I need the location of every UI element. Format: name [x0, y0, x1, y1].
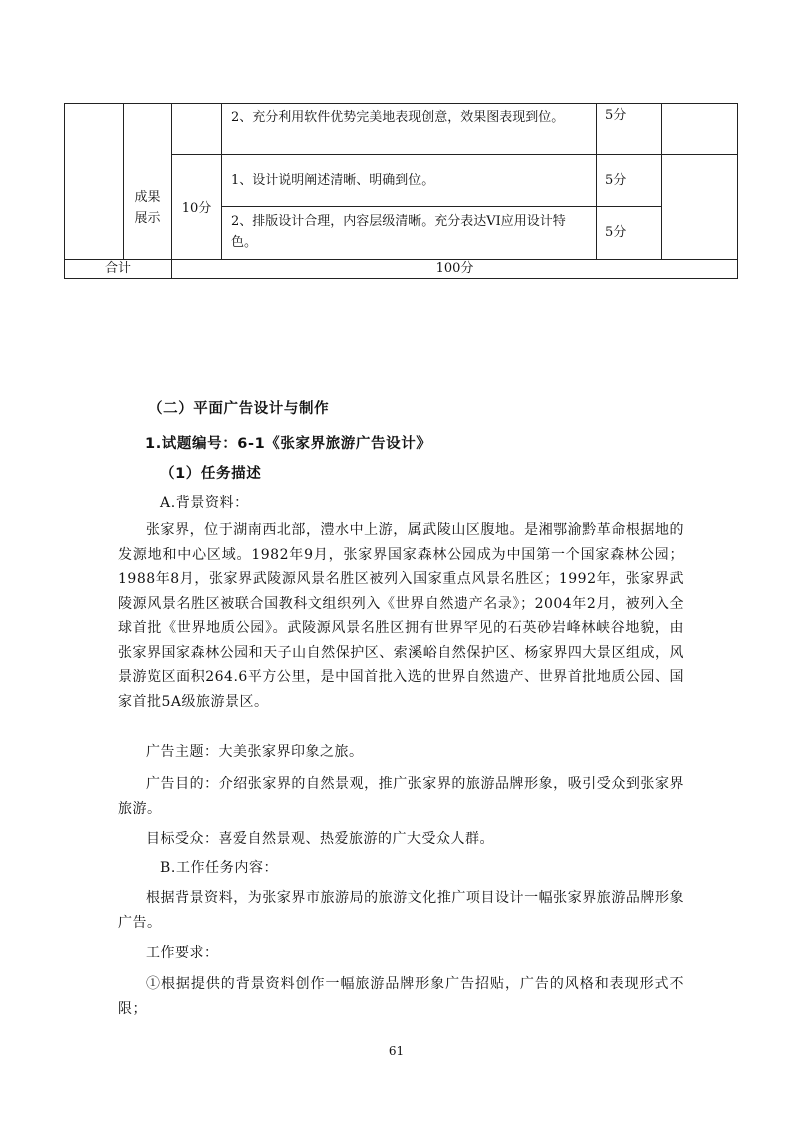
- paragraph-audience: 目标受众：喜爱自然景观、热爱旅游的广大受众人群。: [146, 831, 494, 847]
- paragraph-theme: 广告主题：大美张家界印象之旅。: [146, 744, 364, 760]
- paragraph-background: 张家界，位于湖南西北部，澧水中上游，属武陵山区腹地。是湘鄂渝黔革命根据地的发源地和中心区域。1982年9月，张家界国家森林公园成为中国第一个国家森林公园；1988年8月，张家界武陵源风景名胜区被列入国家重点风景名胜区；1992年，张家界武陵源风景名胜区被联合国教科文组织列入《世界自然遗产名录》；2004年2月，被列入全球首批《世界地质公园》。武陵源风景名胜区拥有世界罕见的石英砂岩峰林峡谷地貌，由张家界国家森林公园和天子山自然保护区、索溪峪自然保护区、杨家界四大景区组成，风景游览区面积264.6平方公里，是中国首批入选的世界自然遗产、世界首批地质公园、国家首批5A级旅游景区。: [118, 522, 684, 710]
- criterion-cell: 2、充分利用软件优势完美地表现创意，效果图表现到位。: [231, 110, 565, 125]
- criterion-cell: 1、设计说明阐述清晰、明确到位。: [231, 173, 435, 188]
- group-points: 10分: [181, 201, 212, 216]
- total-label: 合计: [104, 261, 131, 276]
- question-heading: 1.试题编号：6-1《张家界旅游广告设计》: [145, 436, 432, 452]
- criterion-cell: 2、排版设计合理，内容层级清晰。充分表达VI应用设计特色。: [231, 214, 566, 250]
- subsection-heading: （1）任务描述: [160, 466, 262, 482]
- page-number: 61: [388, 1044, 405, 1058]
- score-cell: 5分: [605, 173, 627, 188]
- label-task: B.工作任务内容：: [160, 860, 279, 876]
- group-label: [124, 187, 171, 229]
- label-background: A.背景资料：: [160, 495, 249, 511]
- paragraph-requirement-1: ①根据提供的背景资料创作一幅旅游品牌形象广告招贴，广告的风格和表现形式不限；: [118, 976, 684, 1017]
- section-heading: （二）平面广告设计与制作: [148, 401, 330, 417]
- scoring-table: [64, 103, 738, 279]
- score-cell: 5分: [605, 108, 627, 123]
- paragraph-requirements-label: 工作要求：: [146, 945, 219, 961]
- paragraph-purpose: 广告目的：介绍张家界的自然景观，推广张家界的旅游品牌形象，吸引受众到张家界旅游。: [118, 776, 684, 817]
- score-cell: 5分: [605, 225, 627, 240]
- paragraph-task: 根据背景资料，为张家界市旅游局的旅游文化推广项目设计一幅张家界旅游品牌形象广告。: [118, 890, 684, 931]
- total-value: 100分: [435, 261, 474, 276]
- group-label-line2: 展示: [134, 211, 161, 226]
- group-label-line1: 成果: [134, 190, 161, 205]
